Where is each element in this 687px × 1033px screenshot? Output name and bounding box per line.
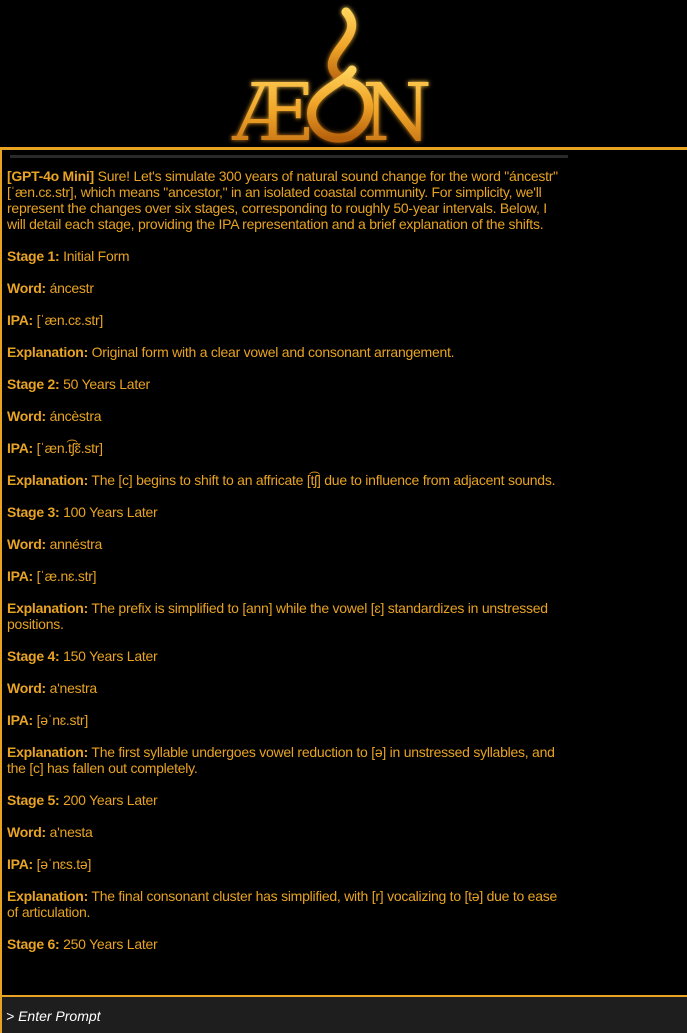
stage-ipa: IPA: [ˈæn.cɛ.str] (7, 312, 104, 328)
message-list (7, 168, 562, 968)
chat-panel (0, 147, 687, 995)
stage-word: Word: annéstra (7, 536, 103, 552)
stage-heading: Stage 2: 50 Years Later (7, 376, 150, 392)
assistant-message-intro (7, 168, 562, 232)
stage-explanation: Explanation: The [c] begins to shift to an affricate [t͡ʃ] due to influence from adjacent sounds. (7, 472, 556, 488)
divider (10, 155, 568, 158)
stage-explanation: Explanation: Original form with a clear vowel and consonant arrangement. (7, 344, 455, 360)
stage-explanation: Explanation: The final consonant cluster has simplified, with [r] vocalizing to [tə] due to ease of articulation. (7, 888, 558, 920)
model-tag: [GPT-4o Mini] (7, 168, 94, 184)
stage-ipa: IPA: [əˈnɛs.tə] (7, 856, 92, 872)
stage-word: Word: áncestr (7, 280, 94, 296)
stage-explanation: Explanation: The prefix is simplified to [ann] while the vowel [ɛ] standardizes in unstressed positions. (7, 600, 548, 632)
stage-ipa: IPA: [əˈnɛ.str] (7, 712, 88, 728)
stage-ipa: IPA: [ˈæ.nɛ.str] (7, 568, 97, 584)
logo-wordmark (0, 0, 687, 147)
logo-ae-glyph: Æ (233, 66, 314, 147)
logo-n-glyph: N (362, 66, 432, 147)
stage-heading: Stage 4: 150 Years Later (7, 648, 158, 664)
stage-word: Word: áncèstra (7, 408, 102, 424)
prompt-input[interactable] (6, 1007, 676, 1025)
stage-word: Word: a'nesta (7, 824, 93, 840)
stage-heading: Stage 3: 100 Years Later (7, 504, 158, 520)
stage-heading: Stage 6: 250 Years Later (7, 936, 158, 952)
intro-text: Sure! Let's simulate 300 years of natural sound change for the word "áncestr" [ˈæn.cɛ.str], which means "ancestor," in an isolated coastal community. For simplicity, we'll represent the changes over six stages, corresponding to roughly 50-year intervals. Below, I will detail each stage, providing the IPA representation and a brief explanation of the shifts. (7, 168, 558, 232)
stage-heading: Stage 1: Initial Form (7, 248, 130, 264)
stage-word: Word: a'nestra (7, 680, 97, 696)
stage-ipa: IPA: [ˈæn.t͡ʃɛ̃.str] (7, 440, 103, 456)
stage-heading: Stage 5: 200 Years Later (7, 792, 158, 808)
stage-explanation: Explanation: The first syllable undergoes vowel reduction to [ə] in unstressed syllables, and the [c] has fallen out completely. (7, 744, 555, 776)
prompt-bar (0, 995, 687, 1033)
app-header (0, 0, 687, 147)
